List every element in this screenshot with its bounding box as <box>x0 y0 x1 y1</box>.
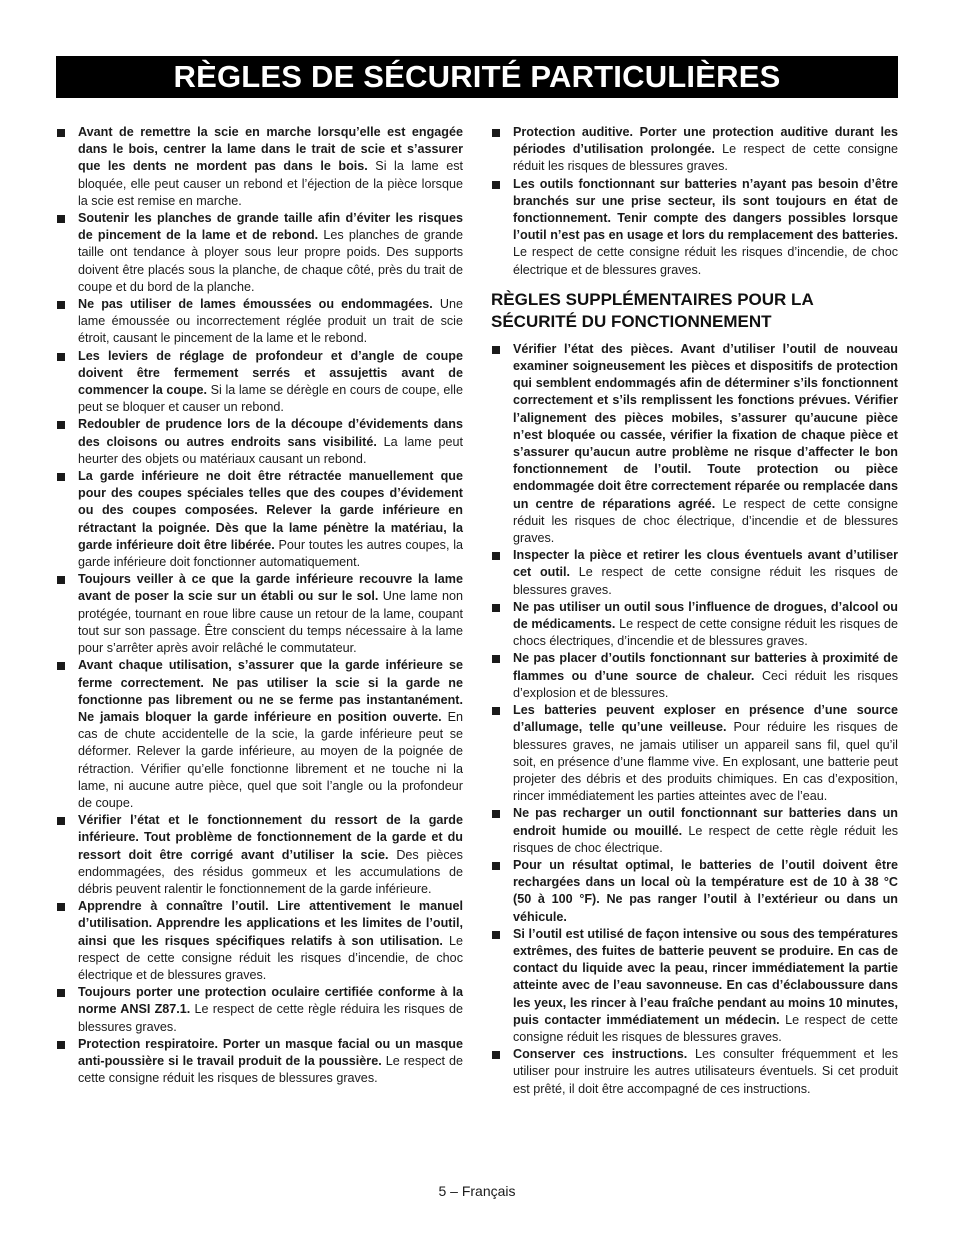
rule-bold: Les leviers de réglage de profondeur et d’angle de coupe doivent être fermement serrés et assujettis avant de commencer la coupe. <box>78 348 463 398</box>
square-bullet-icon <box>492 931 500 939</box>
list-item <box>491 176 898 279</box>
rule-text: Le respect de cette consigne réduit les risques d’incendie, de choc électrique et de blessures graves. <box>513 245 898 277</box>
rule-bold: Soutenir les planches de grande taille afin d’éviter les risques de pincement de la lame et de rebond. <box>78 211 463 243</box>
list-item <box>491 650 898 702</box>
list-item <box>56 124 463 210</box>
square-bullet-icon <box>492 129 500 137</box>
list-item <box>491 1046 898 1098</box>
square-bullet-icon <box>57 421 65 429</box>
rule-bold: Ne pas recharger un outil fonctionnant sur batteries dans un endroit humide ou mouillé. <box>513 806 898 838</box>
rule-text: Ceci réduit les risques d’explosion et de blessures. <box>513 668 898 700</box>
square-bullet-icon <box>492 862 500 870</box>
rule-bold: Les batteries peuvent exploser en présence d’une source d’allumage, telle qu’une veilleuse. <box>513 703 898 735</box>
rule-bold: Ne pas placer d’outils fonctionnant sur batteries à proximité de flammes ou d’une source de chaleur. <box>513 651 898 683</box>
list-item <box>56 898 463 984</box>
subheading-line: RÈGLES SUPPLÉMENTAIRES POUR LA <box>491 289 814 309</box>
list-item <box>491 547 898 599</box>
square-bullet-icon <box>492 181 500 189</box>
rule-text: Le respect de cette consigne réduit les risques de chocs électriques, d’incendie et de blessures graves. <box>513 617 898 649</box>
square-bullet-icon <box>57 903 65 911</box>
square-bullet-icon <box>57 817 65 825</box>
rule-bold: Ne pas utiliser un outil sous l’influence de drogues, d’alcool ou de médicaments. <box>513 599 898 632</box>
rule-bold: Vérifier l’état des pièces. Avant d’utiliser l’outil de nouveau examiner soigneusement les pièces et dispositifs de protection qui semblent endommagés afin de déterminer s’ils fonctionnent correctement et s’ils remplissent les fonctions prévues. Vérifier l’alignement des pièces mobiles, s’assurer qu’aucune pièce n’est bloquée ou cassée, vérifier la fixation de chaque pièce et s’assurer qu’aucun autre problème ne risque d’affecter le bon fonctionnement de l’outil. Toute protection ou pièce endommagée doit être correctement réparée ou remplacée dans un centre de réparations agréé. <box>513 341 898 511</box>
list-item <box>491 124 898 176</box>
list-item <box>56 571 463 657</box>
list-item <box>56 296 463 348</box>
list-item <box>491 805 898 857</box>
rule-text: Si la lame se dérègle en cours de coupe, elle peut se bloquer et causer un rebond. <box>78 383 463 415</box>
rule-bold: Protection respiratoire. Porter un masque facial ou un masque anti-poussière si le travail produit de la poussière. <box>78 1036 463 1068</box>
list-item <box>56 468 463 571</box>
list-item <box>56 812 463 898</box>
rule-text: Le respect de cette consigne réduit les risques d’incendie, de choc électrique et de blessures graves. <box>78 933 463 982</box>
rule-bold: Toujours porter une protection oculaire certifiée conforme à la norme ANSI Z87.1. <box>78 985 463 1017</box>
square-bullet-icon <box>492 1051 500 1059</box>
rule-bold: Vérifier l’état et le fonctionnement du ressort de la garde inférieure. Tout problème de fonctionnement de la garde et du ressort doit être corrigé avant d’utiliser la scie. <box>78 813 463 862</box>
page-number: 5 – Français <box>438 1183 516 1199</box>
rule-text: Le respect de cette consigne réduit les risques de blessures graves. <box>513 142 898 174</box>
square-bullet-icon <box>492 707 500 715</box>
rule-text: La lame peut heurter des objets ou matériaux causant un rebond. <box>78 434 463 466</box>
rule-bold: La garde inférieure ne doit être rétractée manuellement que pour des coupes spéciales telles que des coupes d’évidement ou des coupes composées. Relever la garde inférieure en rétractant la poignée. Dès que la lame pénètre la matériau, la garde inférieure doit être libérée. <box>78 469 463 552</box>
rule-text: Une lame non protégée, tournant en roue libre cause un retour de la lame, coupant tout sur son passage. Être conscient du temps nécessaire à la lame pour s’arrêter après avoir relâché le commutateur. <box>78 589 463 656</box>
rule-bold: Si l’outil est utilisé de façon intensive ou sous des températures extrêmes, des fuites de batterie peuvent se produire. En cas de contact du liquide avec la peau, rincer immédiatement la partie atteinte avec de l’eau savonneuse. En cas d’éclaboussure dans les yeux, les rincer à l’eau fraîche pendant au moins 10 minutes, puis contacter immédiatement un médecin. <box>513 926 898 1027</box>
rule-bold: Apprendre à connaître l’outil. Lire attentivement le manuel d’utilisation. Apprendre les applications et les limites de l’outil, ainsi que les risques spécifiques relatifs à son utilisation. <box>78 899 463 948</box>
square-bullet-icon <box>492 346 500 354</box>
rule-text: Pour réduire les risques de blessures graves, ne jamais utiliser un appareil sans fil, quel qu’il soit, en présence d’une flamme vive. En explosant, une batterie peut projeter des débris et des produits chimiques. En cas d’exposition, rincer immédiatement les parties atteintes avec de l’eau. <box>513 720 898 804</box>
rule-text: Le respect de cette règle réduira les risques de blessures graves. <box>78 1002 463 1034</box>
square-bullet-icon <box>57 576 65 584</box>
rule-text: Les planches de grande taille ont tendance à ployer sous leur propre poids. Des supports doivent être placés sous la planche, de chaque côté, près du trait de coupe et du bord de la planche. <box>78 228 463 294</box>
rule-text: Le respect de cette consigne réduit les risques de choc électrique, d’incendie et de blessures graves. <box>513 496 899 546</box>
left-column <box>56 124 463 1087</box>
list-item <box>491 599 898 651</box>
list-item <box>491 702 898 805</box>
rule-bold: Ne pas utiliser de lames émoussées ou endommagées. <box>78 297 433 312</box>
square-bullet-icon <box>57 353 65 361</box>
page-title-banner <box>56 56 898 98</box>
rule-bold: Conserver ces instructions. <box>513 1047 688 1062</box>
rule-text: Pour toutes les autres coupes, la garde inférieure doit fonctionner automatiquement. <box>78 537 463 570</box>
page-title: RÈGLES DE SÉCURITÉ PARTICULIÈRES <box>173 59 781 94</box>
rule-bold: Avant de remettre la scie en marche lorsqu’elle est engagée dans le bois, centrer la lame dans le trait de scie et s’assurer que les dents ne mordent pas dans le bois. <box>78 125 463 174</box>
square-bullet-icon <box>57 215 65 223</box>
square-bullet-icon <box>492 655 500 663</box>
list-item <box>491 341 898 547</box>
rule-text: Le respect de cette consigne réduit les risques de blessures graves. <box>513 565 898 597</box>
rule-bold: Pour un résultat optimal, le batteries de l’outil doivent être rechargées dans un local où la température est de 10 à 38 °C (50 à 100 °F). Ne pas ranger l’outil à l’extérieur ou dans un véhicule. <box>513 857 898 924</box>
left-rules-list <box>56 124 463 1087</box>
square-bullet-icon <box>492 810 500 818</box>
rule-text: Le respect de cette consigne réduit les risques de blessures graves. <box>513 1012 898 1044</box>
rule-text: En cas de chute accidentelle de la scie, la garde inférieure peut se déformer. Relever la garde inférieure, au moyen de la poignée de rétraction. Vérifier qu’elle fonctionne librement et ne touche ni la lame, ni aucune autre pièce, quel que soit l’angle ou la profondeur de coupe. <box>78 709 463 810</box>
rule-bold: Les outils fonctionnant sur batteries n’ayant pas besoin d’être branchés sur une prise secteur, ils sont toujours en état de fonctionnement. Tenir compte des dangers possibles lorsque l’outil n’est pas en usage et lors du remplacement des batteries. <box>513 176 898 243</box>
rule-bold: Inspecter la pièce et retirer les clous éventuels avant d’utiliser cet outil. <box>513 548 898 580</box>
square-bullet-icon <box>57 989 65 997</box>
rule-text: Le respect de cette consigne réduit les risques de blessures graves. <box>78 1053 463 1086</box>
square-bullet-icon <box>57 662 65 670</box>
rule-bold: Avant chaque utilisation, s’assurer que la garde inférieure se ferme correctement. Ne pas utiliser la scie si la garde ne fonctionne pas librement ou ne se ferme pas instantanément. Ne jamais bloquer la garde inférieure en position ouverte. <box>78 658 463 724</box>
square-bullet-icon <box>57 129 65 137</box>
square-bullet-icon <box>57 473 65 481</box>
rule-text: Une lame émoussée ou incorrectement réglée produit un trait de scie étroit, causant le pincement de la lame et le rebond. <box>78 297 464 346</box>
page-footer <box>0 1183 954 1199</box>
square-bullet-icon <box>57 1041 65 1049</box>
list-item <box>56 657 463 812</box>
list-item <box>56 210 463 296</box>
square-bullet-icon <box>57 301 65 309</box>
list-item <box>56 1036 463 1088</box>
right-column <box>491 124 898 1098</box>
section-subheading <box>491 289 898 333</box>
rule-bold: Redoubler de prudence lors de la découpe d’évidements dans des cloisons ou autres endroits sans visibilité. <box>78 417 463 449</box>
list-item <box>56 984 463 1036</box>
list-item <box>491 857 898 926</box>
right-rules-list-top <box>491 124 898 279</box>
subheading-line: SÉCURITÉ DU FONCTIONNEMENT <box>491 311 772 331</box>
square-bullet-icon <box>492 552 500 560</box>
rule-text: Les consulter fréquemment et les utiliser pour instruire les autres utilisateurs éventuels. Si cet produit est prêté, il doit être accompagné de ces instructions. <box>513 1047 898 1096</box>
list-item <box>56 348 463 417</box>
right-rules-list <box>491 341 898 1098</box>
rule-text: Le respect de cette règle réduit les risques de choc électrique. <box>513 823 899 855</box>
rule-bold: Toujours veiller à ce que la garde inférieure recouvre la lame avant de poser la scie sur un établi ou sur le sol. <box>78 572 463 604</box>
rule-bold: Protection auditive. Porter une protection auditive durant les périodes d’utilisation prolongée. <box>513 125 898 157</box>
square-bullet-icon <box>492 604 500 612</box>
rule-text: Si la lame est bloquée, elle peut causer un rebond et l’éjection de la pièce lorsque la scie est remise en marche. <box>78 159 463 208</box>
list-item <box>491 926 898 1046</box>
list-item <box>56 416 463 468</box>
rule-text: Des pièces endommagées, des résidus gommeux et les accumulations de débris peuvent ralentir le fonctionnement de la garde inférieure. <box>78 847 463 896</box>
